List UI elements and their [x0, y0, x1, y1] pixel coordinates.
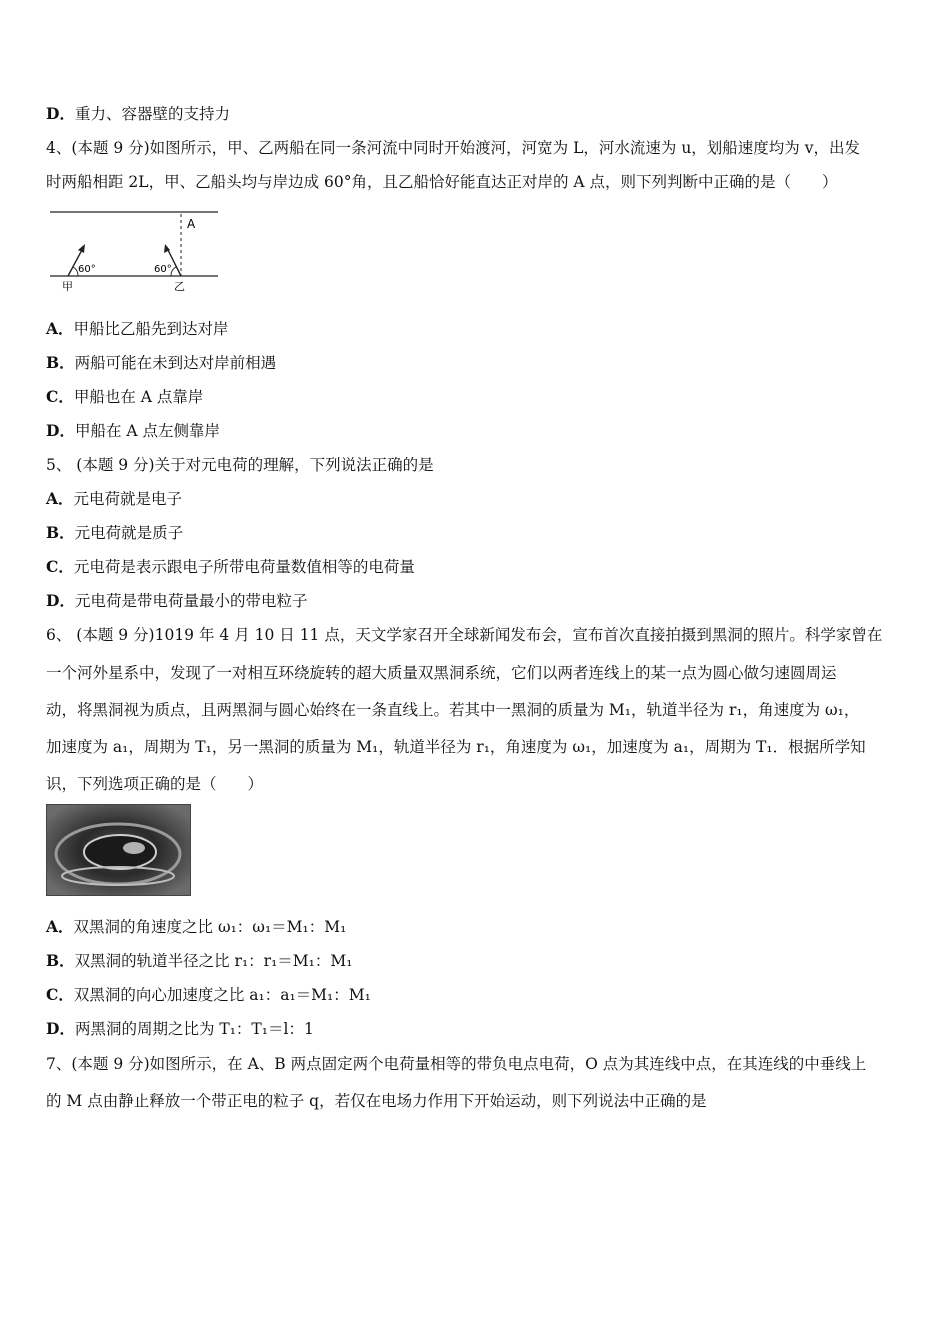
option-text: 双黑洞的角速度之比 ω₁：ω₁＝M₁：M₁ — [73, 918, 347, 936]
q6-option-a — [46, 915, 346, 937]
option-letter: C． — [46, 387, 74, 406]
q6-stem-line1: 6、 (本题 9 分)1019 年 4 月 10 日 11 点，天文学家召开全球新闻发布会，宣布首次直接拍摄到黑洞的照片。科学家曾在 — [46, 626, 883, 644]
q7-stem-line1: 7、(本题 9 分)如图所示，在 A、B 两点固定两个电荷量相等的带负电点电荷，O 点为其连线中点，在其连线的中垂线上 — [46, 1055, 867, 1073]
option-text: 元电荷就是电子 — [73, 490, 183, 508]
option-text: 元电荷就是质子 — [74, 524, 184, 542]
option-text: 两黑洞的周期之比为 T₁：T₁＝l：1 — [74, 1020, 314, 1038]
option-text: 元电荷是表示跟电子所带电荷量数值相等的电荷量 — [73, 558, 415, 576]
q4-option-c — [46, 385, 203, 407]
q5-option-d — [46, 589, 307, 611]
q5-option-a — [46, 487, 182, 509]
option-letter: D． — [46, 104, 75, 123]
option-text: 甲船比乙船先到达对岸 — [73, 320, 229, 338]
q3-option-d — [46, 102, 230, 124]
q4-stem-line2: 时两船相距 2L，甲、乙船头均与岸边成 60°角，且乙船恰好能直达正对岸的 A 点，则下列判断中正确的是（ ） — [46, 173, 838, 191]
q6-option-b — [46, 949, 352, 971]
option-text: 双黑洞的轨道半径之比 r₁：r₁＝M₁：M₁ — [74, 952, 353, 970]
q4-option-a — [46, 317, 229, 339]
option-letter: B． — [46, 353, 75, 372]
q6-stem-line4: 加速度为 a₁，周期为 T₁，另一黑洞的质量为 M₁，轨道半径为 r₁，角速度为 ω₁，加速度为 a₁，周期为 T₁．根据所学知 — [46, 738, 866, 756]
black-hole-photo — [46, 804, 191, 896]
arrowhead-jia — [78, 244, 85, 253]
option-text: 甲船也在 A 点靠岸 — [73, 388, 204, 406]
q4-river-figure — [46, 204, 226, 296]
option-text: 甲船在 A 点左侧靠岸 — [74, 422, 221, 440]
boat-label-jia: 甲 — [62, 280, 73, 293]
q6-stem-line2: 一个河外星系中，发现了一对相互环绕旋转的超大质量双黑洞系统，它们以两者连线上的某一点为圆心做匀速圆周运 — [46, 664, 837, 682]
option-letter: B． — [46, 951, 75, 970]
bright-spot — [123, 842, 145, 854]
option-letter: D． — [46, 421, 75, 440]
q6-stem-line5: 识，下列选项正确的是（ ） — [46, 775, 264, 793]
accretion-disk-inner — [84, 835, 156, 869]
q6-option-c — [46, 983, 371, 1005]
boat-label-yi: 乙 — [174, 280, 185, 293]
q7-stem-line2: 的 M 点由静止释放一个带正电的粒子 q，若仅在电场力作用下开始运动，则下列说法中正确的是 — [46, 1092, 707, 1110]
option-letter: C． — [46, 557, 74, 576]
option-letter: A． — [46, 489, 74, 508]
q5-stem: 5、 (本题 9 分)关于对元电荷的理解，下列说法正确的是 — [46, 456, 434, 474]
option-letter: D． — [46, 591, 75, 610]
option-text: 两船可能在未到达对岸前相遇 — [74, 354, 277, 372]
option-letter: D． — [46, 1019, 75, 1038]
angle-label-jia: 60° — [78, 264, 96, 275]
q6-stem-line3: 动，将黑洞视为质点，且两黑洞与圆心始终在一条直线上。若其中一黑洞的质量为 M₁，轨道半径为 r₁，角速度为 ω₁， — [46, 701, 860, 719]
option-letter: C． — [46, 985, 74, 1004]
q4-option-d — [46, 419, 220, 441]
option-text: 元电荷是带电荷量最小的带电粒子 — [74, 592, 308, 610]
q6-option-d — [46, 1017, 314, 1039]
label-a: A — [187, 217, 196, 231]
q4-stem-line1: 4、(本题 9 分)如图所示，甲、乙两船在同一条河流中同时开始渡河，河宽为 L，河水流速为 u，划船速度均为 v，出发 — [46, 139, 860, 157]
angle-arc-yi — [171, 267, 176, 276]
q5-option-c — [46, 555, 415, 577]
option-letter: B． — [46, 523, 75, 542]
option-text: 重力、容器壁的支持力 — [74, 105, 230, 123]
angle-label-yi: 60° — [154, 264, 172, 275]
q4-option-b — [46, 351, 276, 373]
option-text: 双黑洞的向心加速度之比 a₁：a₁＝M₁：M₁ — [73, 986, 371, 1004]
option-letter: A． — [46, 319, 74, 338]
option-letter: A． — [46, 917, 74, 936]
q5-option-b — [46, 521, 183, 543]
